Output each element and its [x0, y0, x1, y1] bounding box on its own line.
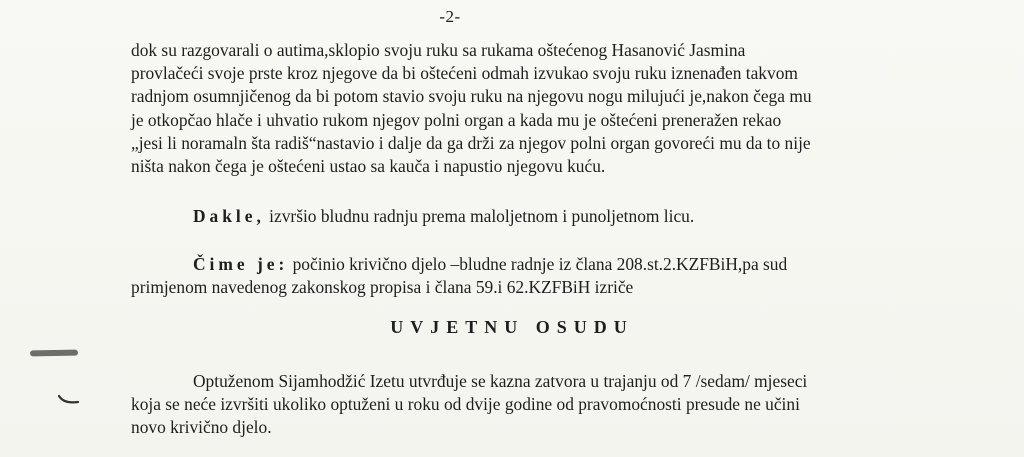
line-text: počinio krivično djelo –bludne radnje iz člana 208.st.2.KZFBiH,pa sud	[288, 254, 788, 274]
text-line	[131, 253, 921, 276]
paragraph-sentence	[131, 370, 921, 440]
text-line: Optuženom Sijamhodžić Izetu utvrđuje se kazna zatvora u trajanju od 7 /sedam/ mjeseci	[193, 371, 808, 391]
paragraph-facts	[131, 39, 921, 178]
section-heading: UVJETNU OSUDU	[390, 317, 634, 337]
text-line: primjenom navedenog zakonskog propisa i člana 59.i 62.KZFBiH izriče	[131, 277, 634, 298]
text-line	[193, 205, 983, 228]
text-line: novo krivično djelo.	[131, 417, 272, 438]
text-line: ništa nakon čega je oštećeni ustao sa kauča i napustio njegovu kuću.	[131, 156, 606, 177]
lead-word: Čime je:	[193, 254, 289, 274]
text-line: provlačeći svoje prste kroz njegove da bi oštećeni odmah izvukao svoju ruku iznenađen takvom	[131, 63, 798, 84]
text-line: je otkopčao hlače i uhvatio rukom njegov polni organ a kada mu je oštećeni preneražen rekao	[131, 109, 782, 130]
text-line: „jesi li noramaln šta radiš“nastavio i dalje da ga drži za njegov polni organ govoreći mu da to nije	[131, 132, 811, 153]
page-number: -2-	[439, 7, 461, 26]
lead-word: Dakle,	[193, 206, 265, 226]
text-line: radnjom osumnjičenog da bi potom stavio svoju ruku na njegovu nogu milujući je,nakon čega mu	[131, 86, 812, 107]
text-line: koja se neće izvršiti ukoliko optuženi u roku od dvije godine od pravomoćnosti presude ne učini	[131, 394, 800, 415]
scan-mark	[30, 350, 78, 357]
paragraph-cime-je	[131, 253, 921, 299]
scan-mark	[58, 394, 80, 406]
text-line: dok su razgovarali o autima,sklopio svoju ruku sa rukama oštećenog Hasanović Jasmina	[131, 40, 746, 60]
line-text: izvršio bludnu radnju prema maloljetnom i punoljetnom licu.	[264, 206, 695, 226]
paragraph-dakle	[131, 205, 983, 228]
